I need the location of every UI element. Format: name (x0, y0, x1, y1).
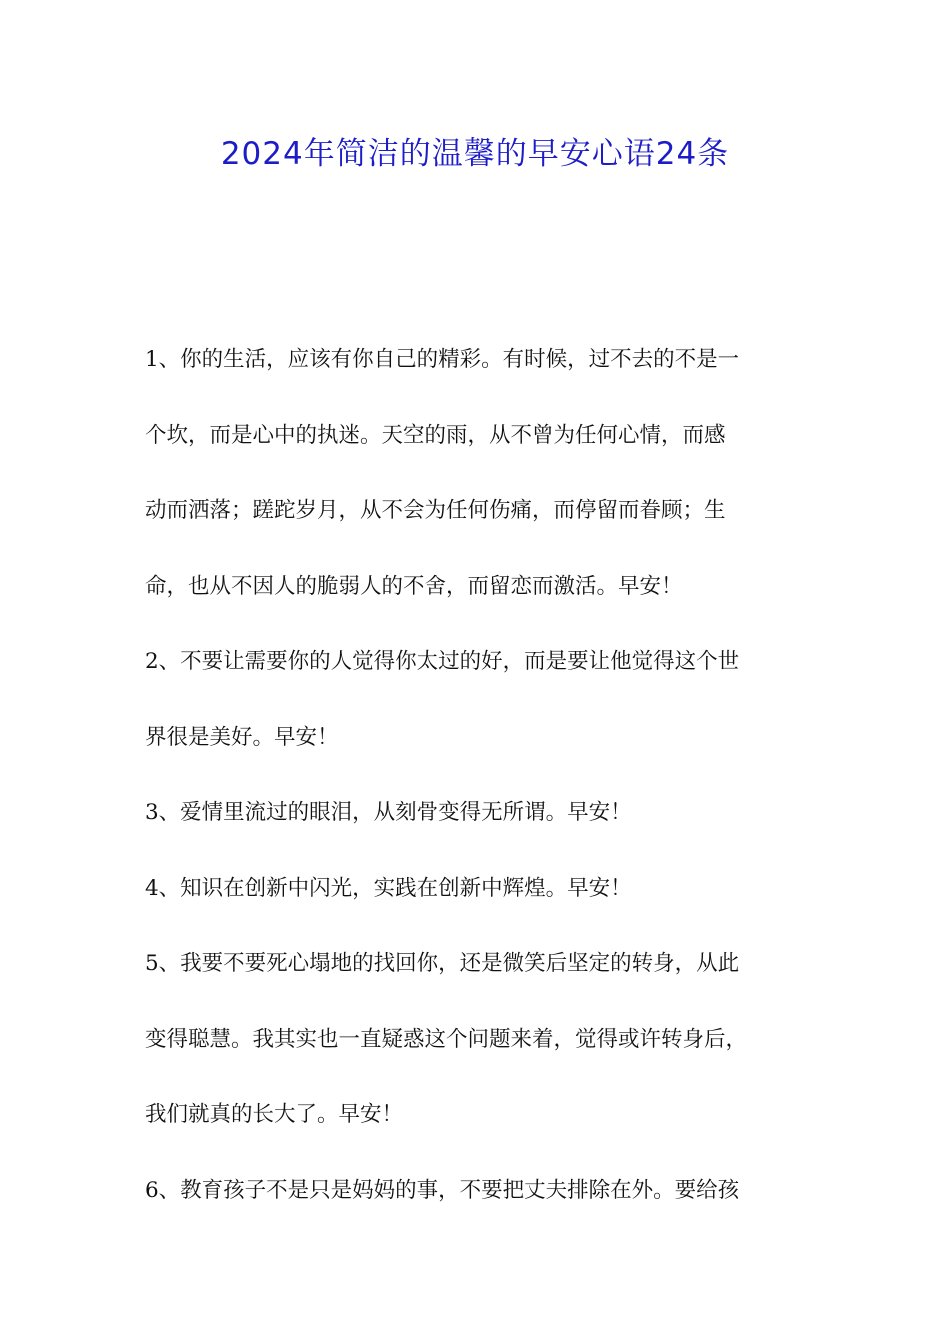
document-body (145, 338, 810, 1244)
text-line: 命，也从不因人的脆弱人的不舍，而留恋而激活。早安！ (145, 573, 683, 599)
text-line: 界很是美好。早安！ (145, 724, 339, 750)
text-line: 3、爱情里流过的眼泪，从刻骨变得无所谓。早安！ (145, 800, 632, 825)
text-line: 变得聪慧。我其实也一直疑惑这个问题来着，觉得或许转身后， (145, 1026, 748, 1052)
text-line: 6、教育孩子不是只是妈妈的事，不要把丈夫排除在外。要给孩 (145, 1177, 740, 1203)
text-line: 我们就真的长大了。早安！ (145, 1102, 404, 1127)
text-line: 个坎，而是心中的执迷。天空的雨，从不曾为任何心情，而感 (145, 422, 726, 448)
text-line: 2、不要让需要你的人觉得你太过的好，而是要让他觉得这个世 (145, 649, 740, 674)
text-line: 动而洒落；蹉跎岁月，从不会为任何伤痛，而停留而眷顾；生 (145, 498, 726, 523)
text-line: 4、知识在创新中闪光，实践在创新中辉煌。早安！ (145, 875, 632, 901)
text-line: 1、你的生活，应该有你自己的精彩。有时候，过不去的不是一 (145, 347, 740, 372)
document-title: 2024年简洁的温馨的早安心语24条 (220, 136, 730, 172)
text-line: 5、我要不要死心塌地的找回你，还是微笑后坚定的转身，从此 (145, 951, 740, 976)
